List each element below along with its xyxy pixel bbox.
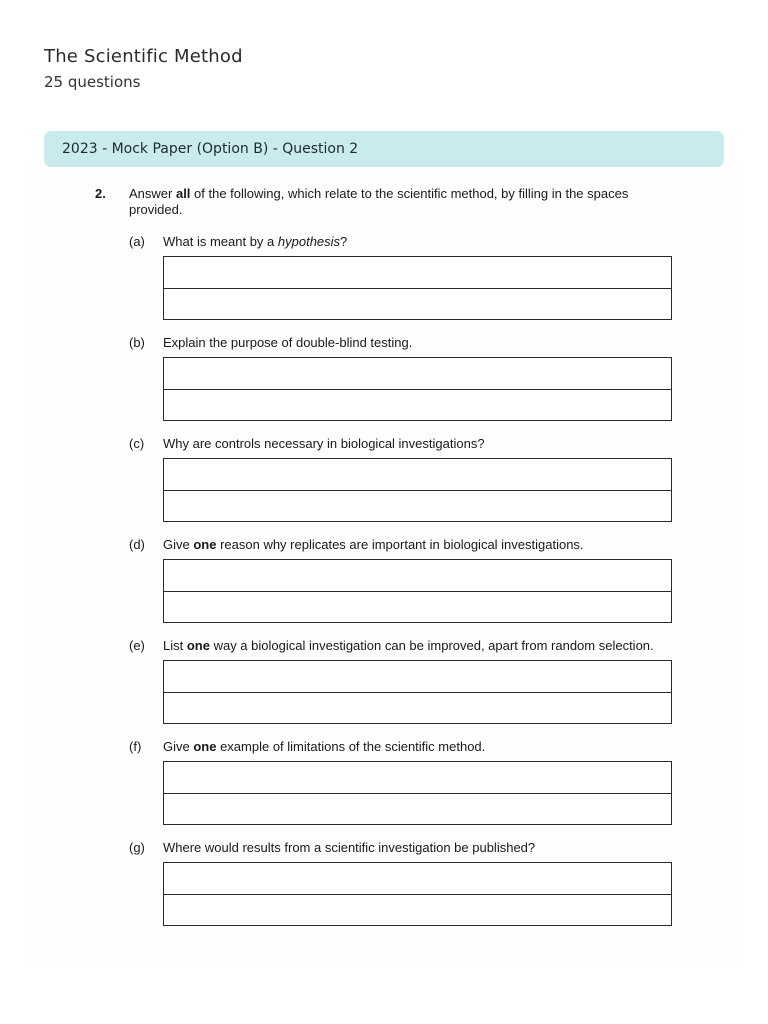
answer-line-divider	[164, 389, 671, 390]
answer-box-a[interactable]	[163, 256, 672, 320]
answer-box-f[interactable]	[163, 761, 672, 825]
part-letter: (g)	[129, 840, 145, 855]
part-text-before: What is meant by a	[163, 234, 278, 249]
page-header	[44, 46, 243, 91]
part-letter: (d)	[129, 537, 145, 552]
banner-label: 2023 - Mock Paper (Option B) - Question 2	[62, 141, 359, 157]
answer-line-divider	[164, 490, 671, 491]
answer-line-divider	[164, 591, 671, 592]
part-text-after: ?	[340, 234, 348, 249]
answer-line-divider	[164, 692, 671, 693]
answer-box-b[interactable]	[163, 357, 672, 421]
part-letter: (e)	[129, 638, 145, 653]
answer-line-divider	[164, 894, 671, 895]
part-text-emphasis: hypothesis	[277, 234, 341, 249]
page-title: The Scientific Method	[44, 46, 243, 67]
part-letter: (f)	[129, 739, 142, 754]
question-source-banner[interactable]	[44, 131, 724, 167]
question-intro	[129, 186, 669, 218]
answer-line-divider	[164, 793, 671, 794]
part-text	[163, 638, 654, 653]
intro-text-before: Answer	[129, 186, 176, 201]
part-text-bold: one	[193, 537, 217, 552]
question-count: 25 questions	[44, 73, 141, 91]
part-text-before: List	[163, 638, 187, 653]
part-text-before: Where would results from a scientific investigation be published?	[163, 840, 536, 855]
part-letter: (a)	[129, 234, 145, 249]
part-letter: (b)	[129, 335, 145, 350]
part-text-before: Give	[163, 739, 194, 754]
part-text-bold: one	[186, 638, 210, 653]
part-text	[163, 739, 485, 754]
part-letter: (c)	[129, 436, 145, 451]
part-text-bold: one	[193, 739, 217, 754]
part-text	[163, 436, 485, 451]
part-text	[163, 234, 347, 249]
intro-text-after: of the following, which relate to the scientific method, by filling in the spaces provided.	[129, 186, 629, 217]
question-paper	[28, 172, 740, 968]
part-text	[163, 537, 584, 552]
part-text-after: example of limitations of the scientific method.	[216, 739, 486, 754]
question-number: 2.	[95, 186, 106, 201]
part-text	[163, 335, 412, 350]
answer-box-c[interactable]	[163, 458, 672, 522]
part-text-after: reason why replicates are important in biological investigations.	[216, 537, 584, 552]
answer-box-e[interactable]	[163, 660, 672, 724]
answer-box-g[interactable]	[163, 862, 672, 926]
intro-bold: all	[175, 186, 191, 201]
part-text-before: Explain the purpose of double-blind testing.	[163, 335, 413, 350]
part-text-before: Why are controls necessary in biological investigations?	[163, 436, 485, 451]
part-text-before: Give	[163, 537, 194, 552]
part-text-after: way a biological investigation can be improved, apart from random selection.	[209, 638, 654, 653]
answer-line-divider	[164, 288, 671, 289]
answer-box-d[interactable]	[163, 559, 672, 623]
part-text	[163, 840, 535, 855]
